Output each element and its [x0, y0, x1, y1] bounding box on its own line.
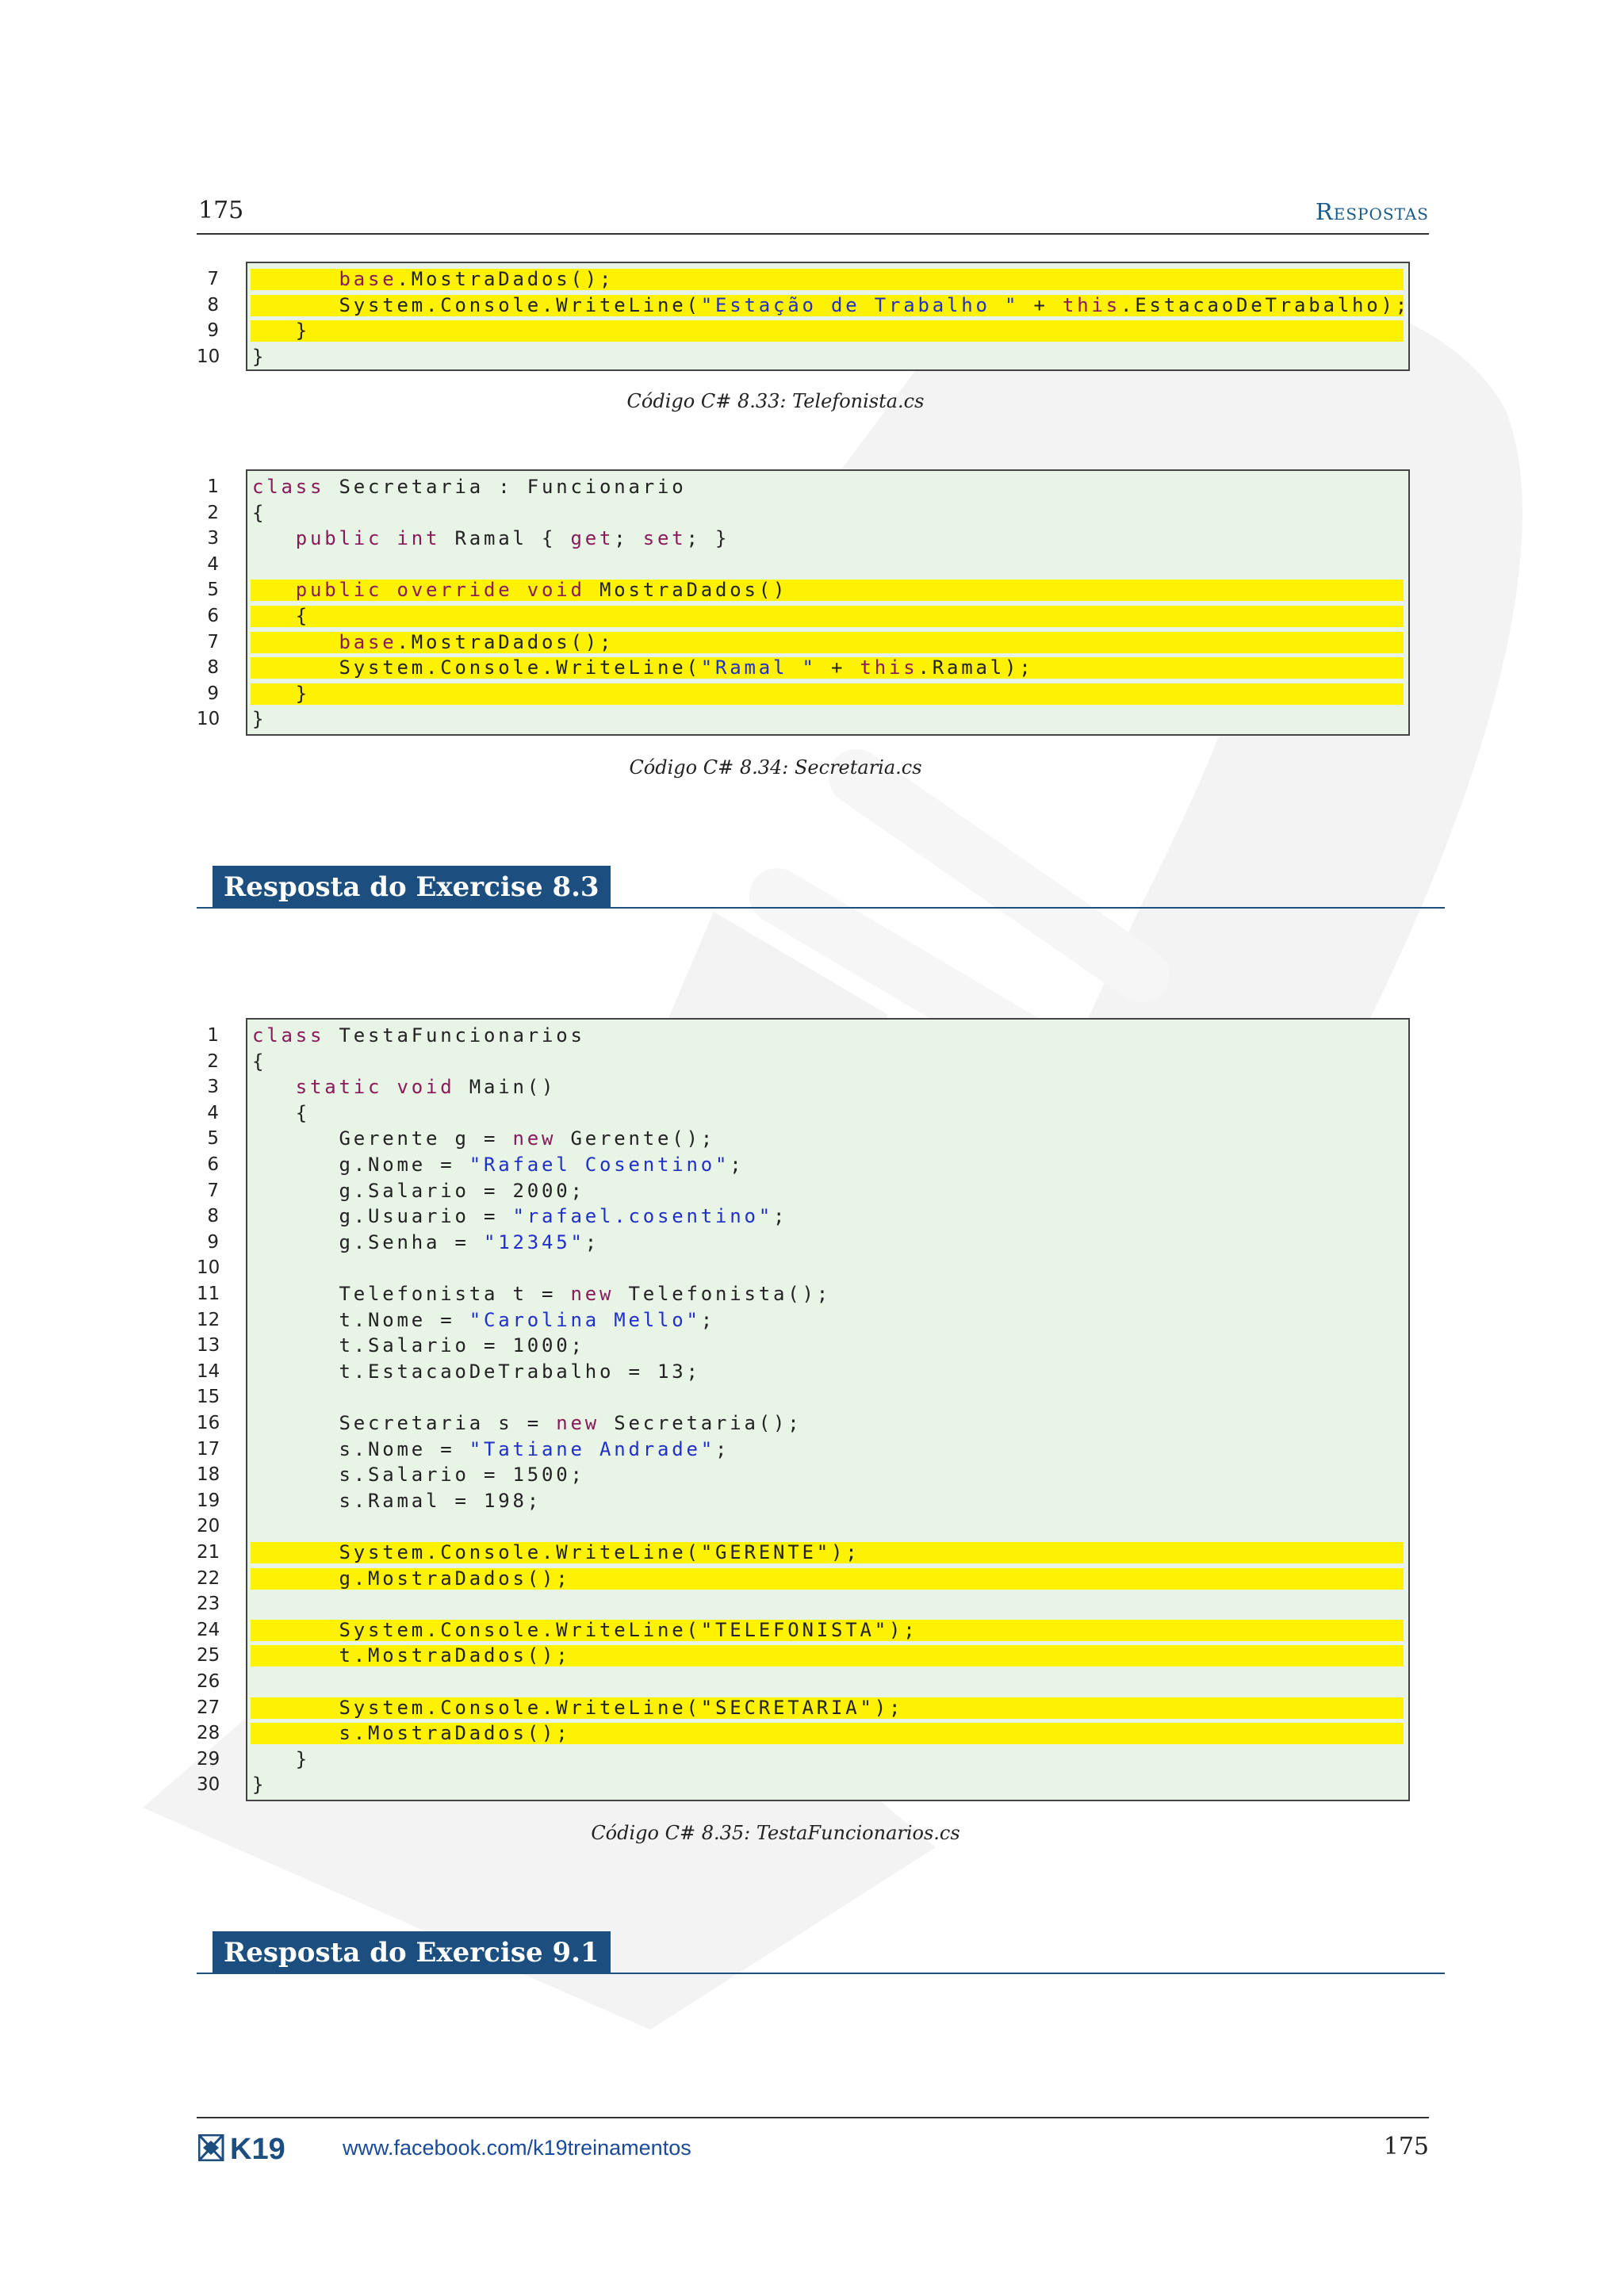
code-line [197, 1437, 1410, 1463]
code-line [197, 1178, 1410, 1204]
section-rule [197, 907, 1445, 909]
line-number: 9 [207, 683, 219, 704]
code-text: { [252, 1101, 310, 1124]
line-number: 22 [197, 1567, 220, 1589]
code-line [197, 1591, 1410, 1617]
code-text: t.Nome = "Carolina Mello"; [252, 1308, 715, 1331]
code-line [197, 293, 1410, 319]
code-line [197, 1049, 1410, 1075]
line-number: 8 [207, 1206, 219, 1227]
code-line [197, 1384, 1410, 1410]
code-line [197, 344, 1410, 370]
code-text: System.Console.WriteLine("GERENTE"); [252, 1541, 860, 1563]
code-text: s.Ramal = 198; [252, 1489, 542, 1512]
code-text: { [252, 501, 267, 524]
header-page-number: 175 [198, 197, 244, 224]
code-line [197, 629, 1410, 656]
code-line [197, 1203, 1410, 1230]
line-highlight [251, 320, 1404, 342]
line-number: 10 [197, 346, 220, 367]
code-text: } [252, 682, 310, 705]
code-text: Secretaria s = new Secretaria(); [252, 1412, 802, 1434]
code-line [197, 1488, 1410, 1514]
code-line [197, 1410, 1410, 1437]
code-text: } [252, 320, 310, 342]
line-number: 6 [207, 1154, 219, 1175]
line-highlight [251, 606, 1404, 627]
section-heading-exercise-9-1: Resposta do Exercise 9.1 [213, 1931, 611, 1974]
line-number: 17 [197, 1438, 220, 1460]
code-text: class Secretaria : Funcionario [252, 476, 687, 498]
code-text: class TestaFuncionarios [252, 1024, 585, 1047]
code-block-telefonista [197, 262, 1410, 371]
code-line [197, 1695, 1410, 1721]
header-rule [197, 233, 1429, 235]
line-number: 6 [207, 606, 219, 626]
code-line [197, 1772, 1410, 1798]
line-number: 7 [207, 269, 219, 289]
line-number: 9 [207, 1231, 219, 1253]
line-number: 8 [207, 294, 219, 316]
code-line [197, 1100, 1410, 1127]
code-text: static void Main() [295, 1076, 557, 1099]
code-line [197, 526, 1410, 552]
code-text: public int Ramal { get; set; } [295, 527, 730, 550]
line-number: 3 [207, 1077, 219, 1098]
code-line [197, 500, 1410, 526]
code-line [197, 1513, 1410, 1540]
code-text: } [252, 345, 267, 368]
line-number: 10 [197, 1257, 220, 1279]
line-number: 2 [207, 1050, 219, 1072]
code-text: } [252, 1774, 267, 1797]
code-line [197, 1566, 1410, 1592]
code-line [197, 1333, 1410, 1359]
code-text: g.Salario = 2000; [252, 1179, 585, 1202]
line-number: 19 [197, 1490, 220, 1511]
code-text: g.MostraDados(); [252, 1567, 571, 1590]
code-text: System.Console.WriteLine("SECRETARIA"); [252, 1696, 904, 1719]
line-number: 3 [207, 528, 219, 549]
code-text: g.Usuario = "rafael.cosentino"; [252, 1205, 788, 1228]
code-line [197, 1540, 1410, 1566]
code-text: base.MostraDados(); [339, 268, 615, 290]
line-number: 23 [197, 1594, 220, 1615]
section-rule [197, 1973, 1445, 1974]
line-number: 2 [207, 502, 219, 523]
line-number: 11 [197, 1284, 220, 1304]
logo-text: K19 [230, 2134, 285, 2161]
code-line [197, 1462, 1410, 1488]
code-line [197, 1152, 1410, 1178]
code-text: { [252, 605, 310, 627]
code-line [197, 1617, 1410, 1644]
code-text: { [252, 1050, 267, 1073]
code-text: t.Salario = 1000; [252, 1334, 585, 1357]
line-number: 1 [207, 476, 219, 497]
line-number: 29 [197, 1748, 220, 1770]
line-number: 7 [207, 631, 219, 652]
line-number: 5 [207, 580, 219, 601]
code-line [197, 1126, 1410, 1152]
code-block-secretaria [197, 469, 1410, 736]
section-heading-exercise-8-3: Resposta do Exercise 8.3 [213, 866, 611, 909]
code-line [197, 1669, 1410, 1695]
code-line [197, 603, 1410, 629]
line-highlight [251, 683, 1404, 705]
line-number: 27 [197, 1697, 220, 1718]
code-caption-secretaria: Código C# 8.34: Secretaria.cs [629, 756, 922, 779]
line-number: 26 [197, 1671, 220, 1692]
code-block-testafuncionarios [197, 1018, 1410, 1801]
code-line [197, 706, 1410, 733]
code-text: System.Console.WriteLine("Ramal " + this.Ramal); [252, 656, 1034, 679]
code-caption-testafuncionarios: Código C# 8.35: TestaFuncionarios.cs [591, 1822, 960, 1844]
code-line [197, 1720, 1410, 1747]
line-number: 25 [197, 1645, 220, 1667]
line-number: 13 [197, 1335, 220, 1357]
code-text: System.Console.WriteLine("Estação de Trabalho " + this.EstacaoDeTrabalho); [252, 293, 1410, 316]
footer-facebook-link[interactable]: www.facebook.com/k19treinamentos [343, 2136, 691, 2160]
line-number: 15 [197, 1387, 220, 1408]
line-number: 24 [197, 1619, 220, 1640]
code-line [197, 1023, 1410, 1049]
code-line [197, 1255, 1410, 1281]
line-number: 20 [197, 1516, 220, 1537]
line-number: 9 [207, 320, 219, 342]
line-number: 12 [197, 1309, 220, 1330]
code-line [197, 655, 1410, 681]
code-line [197, 1643, 1410, 1669]
code-line [197, 1307, 1410, 1334]
line-number: 4 [207, 1102, 219, 1123]
code-line [197, 552, 1410, 578]
code-line [197, 474, 1410, 500]
line-number: 4 [207, 553, 219, 575]
code-line [197, 1281, 1410, 1307]
code-caption-telefonista: Código C# 8.33: Telefonista.cs [626, 390, 925, 412]
footer-page-number: 175 [1383, 2133, 1429, 2160]
code-text: s.MostraDados(); [252, 1722, 571, 1745]
line-number: 30 [197, 1774, 220, 1796]
code-text: t.MostraDados(); [252, 1644, 571, 1667]
k19-logo-icon [198, 2134, 322, 2161]
code-line [197, 1074, 1410, 1100]
code-text: Telefonista t = new Telefonista(); [252, 1283, 831, 1305]
code-text: System.Console.WriteLine("TELEFONISTA"); [252, 1618, 918, 1641]
code-line [197, 1359, 1410, 1385]
line-number: 21 [197, 1542, 220, 1563]
line-number: 28 [197, 1723, 220, 1744]
code-line [197, 266, 1410, 293]
code-line [197, 1230, 1410, 1256]
line-number: 16 [197, 1413, 220, 1433]
code-line [197, 577, 1410, 603]
header-title: Respostas [1315, 198, 1429, 225]
line-number: 18 [197, 1464, 220, 1486]
code-text: } [252, 708, 267, 731]
code-line [197, 1747, 1410, 1773]
code-line [197, 681, 1410, 707]
code-text: Gerente g = new Gerente(); [252, 1127, 715, 1150]
code-text: g.Senha = "12345"; [252, 1230, 599, 1253]
code-line [197, 318, 1410, 344]
code-text: } [252, 1747, 310, 1770]
line-number: 5 [207, 1128, 219, 1150]
code-text: base.MostraDados(); [339, 630, 615, 653]
footer-rule [197, 2117, 1429, 2118]
code-text: public override void MostraDados() [295, 579, 788, 602]
line-number: 8 [207, 657, 219, 679]
code-text: t.EstacaoDeTrabalho = 13; [252, 1360, 701, 1383]
code-text: s.Salario = 1500; [252, 1464, 585, 1487]
line-number: 7 [207, 1180, 219, 1201]
code-text: s.Nome = "Tatiane Andrade"; [252, 1437, 730, 1460]
code-text: g.Nome = "Rafael Cosentino"; [252, 1154, 745, 1176]
line-number: 14 [197, 1360, 220, 1382]
line-number: 10 [197, 709, 220, 730]
line-number: 1 [207, 1025, 219, 1046]
